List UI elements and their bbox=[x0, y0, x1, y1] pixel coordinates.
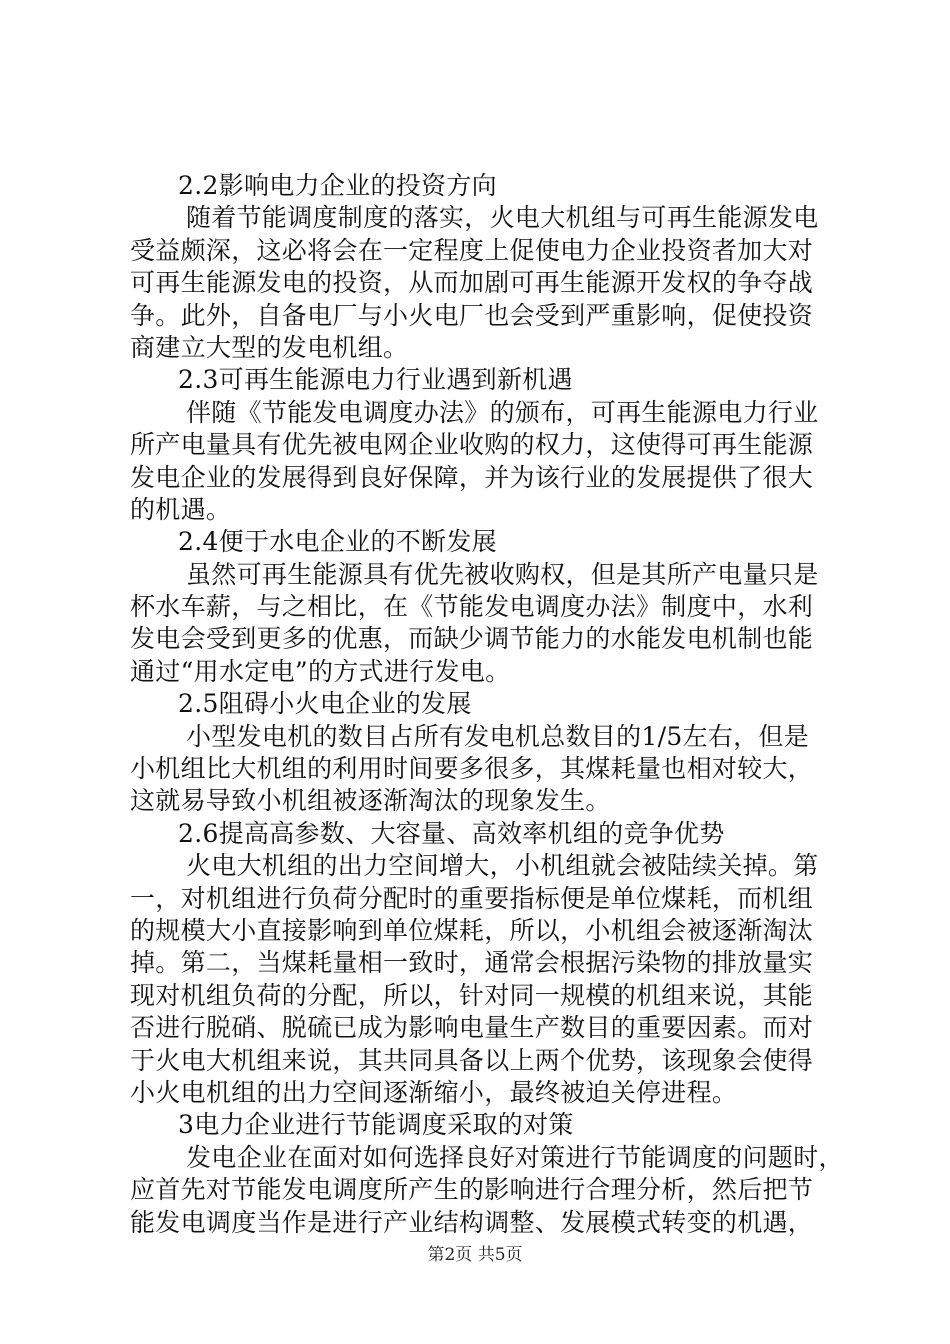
section-heading: 2.6提高高参数、大容量、高效率机组的竞争优势 bbox=[178, 818, 725, 848]
section-heading: 2.3可再生能源电力行业遇到新机遇 bbox=[178, 365, 573, 395]
paragraph-line: 于火电大机组来说，其共同具备以上两个优势，该现象会使得 bbox=[130, 1045, 814, 1075]
paragraph-line: 这就易导致小机组被逐渐淘汰的现象发生。 bbox=[130, 786, 611, 816]
paragraph-line: 否进行脱硝、脱硫已成为影响电量生产数目的重要因素。而对 bbox=[130, 1013, 814, 1043]
paragraph-line: 可再生能源发电的投资，从而加剧可再生能源开发权的争夺战 bbox=[130, 268, 814, 298]
section-heading: 2.5阻碍小火电企业的发展 bbox=[178, 689, 472, 719]
paragraph-line: 争。此外，自备电厂与小火电厂也会受到严重影响，促使投资 bbox=[130, 300, 814, 330]
paragraph-line: 一，对机组进行负荷分配时的重要指标便是单位煤耗，而机组 bbox=[130, 883, 814, 913]
paragraph-line: 虽然可再生能源具有优先被收购权，但是其所产电量只是 bbox=[186, 559, 819, 589]
paragraph-line: 商建立大型的发电机组。 bbox=[130, 332, 409, 362]
paragraph-line: 现对机组负荷的分配，所以，针对同一规模的机组来说，其能 bbox=[130, 980, 814, 1010]
section-heading: 2.4便于水电企业的不断发展 bbox=[178, 527, 497, 557]
section-heading: 3电力企业进行节能调度采取的对策 bbox=[178, 1110, 574, 1140]
paragraph-line: 掉。第二，当煤耗量相一致时，通常会根据污染物的排放量实 bbox=[130, 948, 814, 978]
paragraph-line: 小机组比大机组的利用时间要多很多，其煤耗量也相对较大， bbox=[130, 754, 814, 784]
section-heading: 2.2影响电力企业的投资方向 bbox=[178, 171, 497, 200]
paragraph-line: 发电企业在面对如何选择良好对策进行节能调度的问题时， bbox=[186, 1142, 844, 1172]
paragraph-line: 杯水车薪，与之相比，在《节能发电调度办法》制度中，水利 bbox=[130, 592, 814, 622]
document-body bbox=[130, 170, 844, 1239]
paragraph-line: 发电企业的发展得到良好保障，并为该行业的发展提供了很大 bbox=[130, 462, 814, 492]
paragraph-line: 能发电调度当作是进行产业结构调整、发展模式转变的机遇， bbox=[130, 1207, 814, 1237]
paragraph-line: 小火电机组的出力空间逐渐缩小，最终被迫关停进程。 bbox=[130, 1077, 738, 1107]
paragraph-line: 受益颇深，这必将会在一定程度上促使电力企业投资者加大对 bbox=[130, 235, 814, 265]
paragraph-line: 应首先对节能发电调度所产生的影响进行合理分析，然后把节 bbox=[130, 1175, 814, 1205]
paragraph-line: 的机遇。 bbox=[130, 494, 232, 524]
paragraph-line: 通过“用水定电”的方式进行发电。 bbox=[130, 656, 511, 686]
paragraph-line: 的规模大小直接影响到单位煤耗，所以，小机组会被逐渐淘汰 bbox=[130, 915, 814, 945]
paragraph-line: 伴随《节能发电调度办法》的颁布，可再生能源电力行业 bbox=[186, 397, 819, 427]
paragraph-line: 随着节能调度制度的落实，火电大机组与可再生能源发电 bbox=[186, 203, 819, 233]
page-number: 第2页 共5页 bbox=[427, 1245, 523, 1265]
paragraph-line: 火电大机组的出力空间增大，小机组就会被陆续关掉。第 bbox=[186, 851, 819, 881]
paragraph-line: 小型发电机的数目占所有发电机总数目的1/5左右，但是 bbox=[186, 721, 810, 751]
paragraph-line: 所产电量具有优先被电网企业收购的权力，这使得可再生能源 bbox=[130, 430, 814, 460]
page-footer bbox=[0, 1240, 950, 1265]
paragraph-line: 发电会受到更多的优惠，而缺少调节能力的水能发电机制也能 bbox=[130, 624, 814, 654]
